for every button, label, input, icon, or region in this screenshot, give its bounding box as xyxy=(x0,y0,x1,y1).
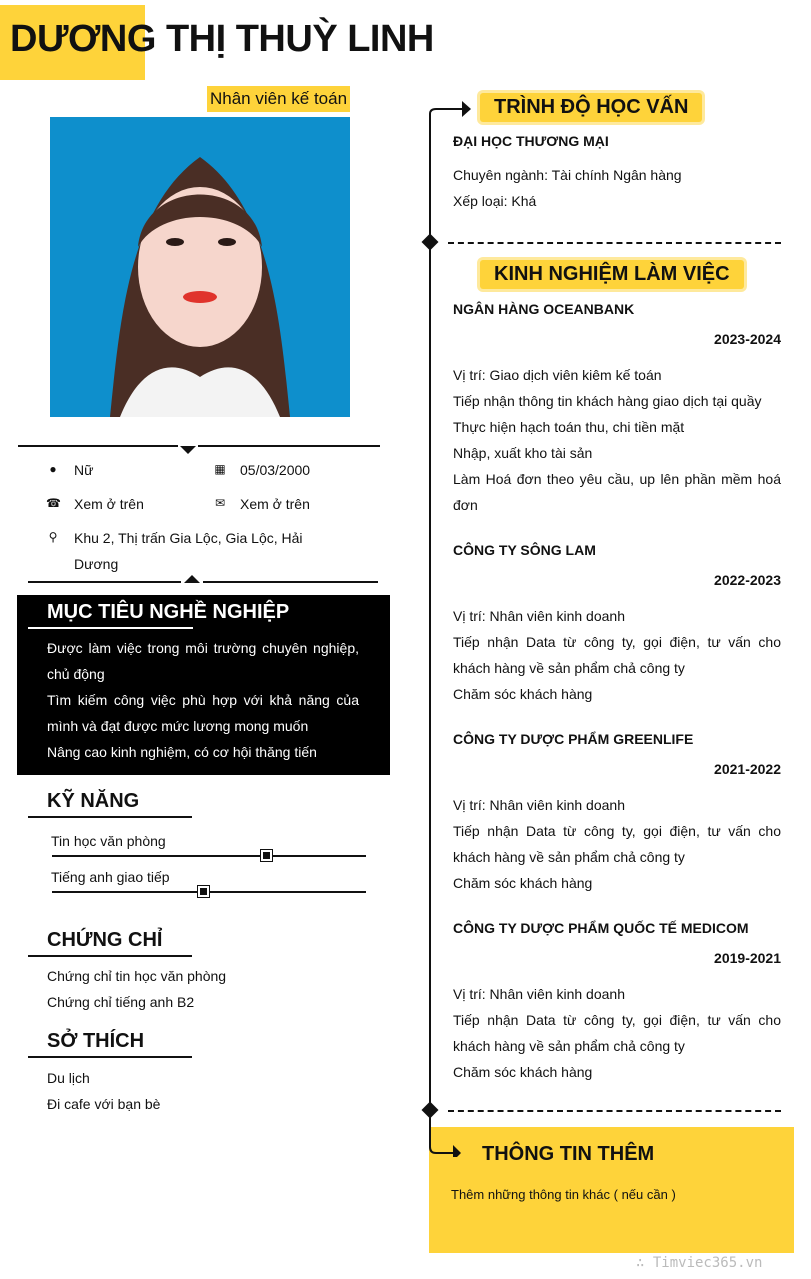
title-underline xyxy=(28,1056,192,1058)
phone-icon: ☎ xyxy=(46,496,61,510)
candidate-name xyxy=(10,18,434,61)
certificate-list xyxy=(47,963,226,1015)
job-line: Tiếp nhận Data từ công ty, gọi điện, tư vấn cho khách hàng về sản phẩm chả công ty xyxy=(453,1012,781,1054)
divider xyxy=(18,445,178,447)
skill-label: Tin học văn phòng xyxy=(51,833,166,849)
company: CÔNG TY DƯỢC PHẨM QUỐC TẾ MEDICOM xyxy=(453,920,749,936)
extra-info-section xyxy=(429,1127,794,1253)
name-first: DƯƠNG xyxy=(10,18,156,60)
job-line: Chăm sóc khách hàng xyxy=(453,875,593,891)
hobbies-title: SỞ THÍCH xyxy=(47,1030,145,1052)
calendar-icon: ▦ xyxy=(214,462,226,476)
arrow-right-icon xyxy=(428,1125,464,1157)
hobby-item: Du lịch xyxy=(47,1070,90,1086)
name-rest: THỊ THUỲ LINH xyxy=(155,18,434,60)
dashed-divider xyxy=(448,242,781,244)
dashed-divider xyxy=(448,1110,781,1112)
objective-title: MỤC TIÊU NGHỀ NGHIỆP xyxy=(47,601,290,623)
email: Xem ở trên xyxy=(240,496,310,512)
education-details xyxy=(453,162,682,214)
gender: Nữ xyxy=(74,462,94,478)
job-entry xyxy=(453,729,781,896)
job-title: Nhân viên kế toán xyxy=(207,86,350,112)
title-underline xyxy=(28,816,192,818)
user-icon: ● xyxy=(49,462,57,476)
extra-title: THÔNG TIN THÊM xyxy=(482,1143,655,1165)
education-title: TRÌNH ĐỘ HỌC VẤN xyxy=(480,93,702,122)
skill-bar xyxy=(52,855,366,857)
job-entry xyxy=(453,918,781,1085)
address: Khu 2, Thị trấn Gia Lộc, Gia Lộc, Hải Dương xyxy=(74,530,303,572)
divider xyxy=(198,445,380,447)
objective-line: Nâng cao kinh nghiệm, có cơ hội thăng tiến xyxy=(47,744,317,760)
skill-level-handle xyxy=(261,850,272,861)
certificates-title: CHỨNG CHỈ xyxy=(47,929,163,951)
job-line: Tiếp nhận Data từ công ty, gọi điện, tư vấn cho khách hàng về sản phẩm chả công ty xyxy=(453,823,781,865)
job-line: Chăm sóc khách hàng xyxy=(453,1064,593,1080)
objective-text xyxy=(47,635,359,765)
period: 2021-2022 xyxy=(714,761,781,777)
skills-title: KỸ NĂNG xyxy=(47,790,140,812)
period: 2023-2024 xyxy=(714,331,781,347)
job-line: Thực hiện hạch toán thu, chi tiền mặt xyxy=(453,419,685,435)
diamond-icon xyxy=(422,234,439,251)
divider xyxy=(203,581,378,583)
certificate-item: Chứng chỉ tin học văn phòng xyxy=(47,968,227,984)
job-line: Vị trí: Nhân viên kinh doanh xyxy=(453,986,625,1002)
job-line: Vị trí: Nhân viên kinh doanh xyxy=(453,797,625,813)
job-line: Làm Hoá đơn theo yêu cầu, up lên phần mềm hoá đơn xyxy=(453,471,781,513)
job-line: Vị trí: Giao dịch viên kiêm kế toán xyxy=(453,367,662,383)
divider xyxy=(28,581,181,583)
arrow-right-icon xyxy=(428,98,474,122)
period: 2022-2023 xyxy=(714,572,781,588)
job-line: Vị trí: Nhân viên kinh doanh xyxy=(453,608,625,624)
skill-label: Tiếng anh giao tiếp xyxy=(51,869,170,885)
company: CÔNG TY SÔNG LAM xyxy=(453,542,596,558)
hobby-list xyxy=(47,1065,160,1117)
company: NGÂN HÀNG OCEANBANK xyxy=(453,301,635,317)
skill-level-handle xyxy=(198,886,209,897)
job-line: Tiếp nhận Data từ công ty, gọi điện, tư vấn cho khách hàng về sản phẩm chả công ty xyxy=(453,634,781,676)
job-entry xyxy=(453,540,781,707)
experience-title: KINH NGHIỆM LÀM VIỆC xyxy=(480,260,744,289)
title-underline xyxy=(28,955,192,957)
phone: Xem ở trên xyxy=(74,496,144,512)
job-line: Nhập, xuất kho tài sản xyxy=(453,445,593,461)
skill-bar xyxy=(52,891,366,893)
objective-section xyxy=(17,595,390,775)
objective-line: Được làm việc trong môi trường chuyên nghiệp, chủ động xyxy=(47,640,359,682)
major: Chuyên ngành: Tài chính Ngân hàng xyxy=(453,167,682,183)
school-name: ĐẠI HỌC THƯƠNG MẠI xyxy=(453,133,609,149)
objective-line: Tìm kiếm công việc phù hợp với khả năng của mình và đạt được mức lương mong muốn xyxy=(47,692,359,734)
job-line: Tiếp nhận thông tin khách hàng giao dịch tại quầy xyxy=(453,393,762,409)
date-of-birth: 05/03/2000 xyxy=(240,462,311,478)
timeline-line xyxy=(429,115,431,1130)
email-icon: ✉ xyxy=(214,496,226,510)
caret-up-icon xyxy=(184,575,200,583)
certificate-item: Chứng chỉ tiếng anh B2 xyxy=(47,994,195,1010)
title-underline xyxy=(28,627,193,629)
job-entry xyxy=(453,299,781,518)
caret-down-icon xyxy=(180,446,196,454)
hobby-item: Đi cafe với bạn bè xyxy=(47,1096,161,1112)
company: CÔNG TY DƯỢC PHẨM GREENLIFE xyxy=(453,731,694,747)
diamond-icon xyxy=(422,1102,439,1119)
extra-text: Thêm những thông tin khác ( nếu cần ) xyxy=(451,1187,676,1202)
profile-photo xyxy=(50,117,350,417)
period: 2019-2021 xyxy=(714,950,781,966)
rank: Xếp loại: Khá xyxy=(453,193,537,209)
job-line: Chăm sóc khách hàng xyxy=(453,686,593,702)
watermark: ∴ Timviec365.vn xyxy=(636,1255,763,1271)
location-icon: ⚲ xyxy=(48,530,58,544)
